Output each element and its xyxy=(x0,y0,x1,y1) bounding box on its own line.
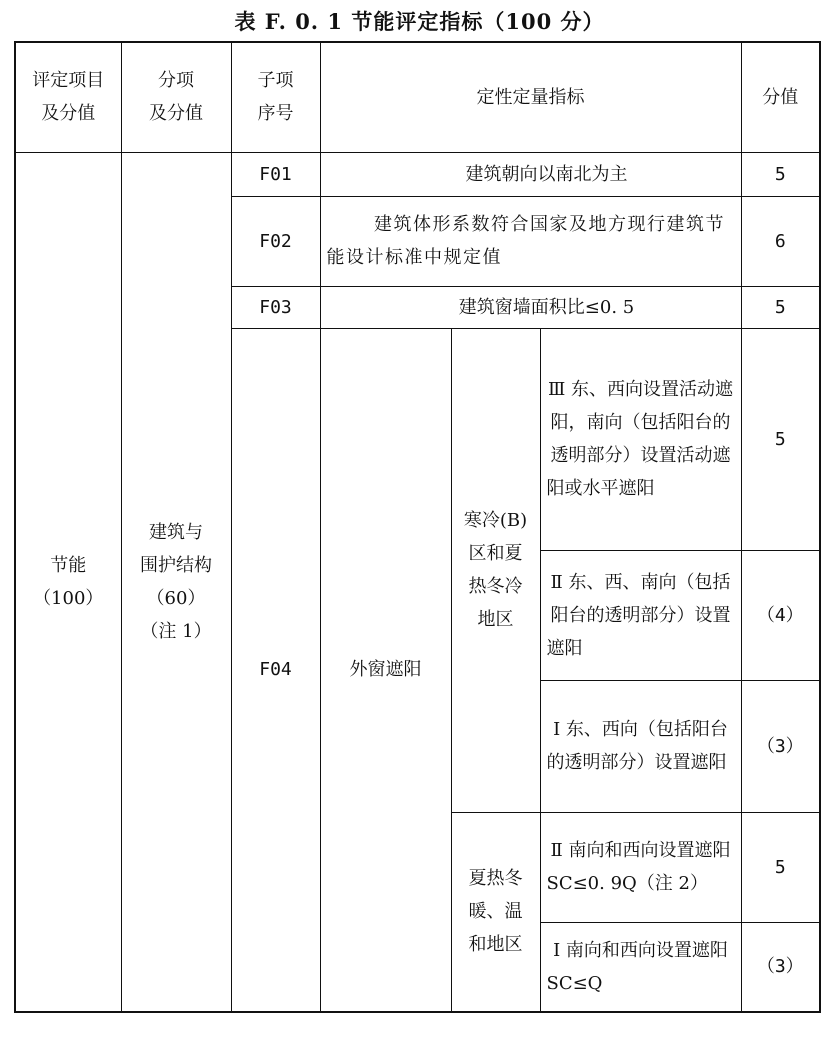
header-code: 子项 序号 xyxy=(231,42,320,152)
option-cell: Ⅲ 东、西向设置活动遮阳，南向（包括阳台的透明部分）设置活动遮阳或水平遮阳 xyxy=(540,328,741,550)
option-cell: Ⅰ 南向和西向设置遮阳 SC≤Q xyxy=(540,922,741,1012)
option-score: （4） xyxy=(741,550,820,680)
subcategory-cell: 建筑与 围护结构 （60） （注 1） xyxy=(121,152,231,1012)
row-indicator: 建筑朝向以南北为主 xyxy=(320,152,741,196)
option-score: 5 xyxy=(741,328,820,550)
row-code: F01 xyxy=(231,152,320,196)
row-code: F02 xyxy=(231,196,320,286)
row-code: F03 xyxy=(231,286,320,328)
region-cell: 夏热冬 暖、温 和地区 xyxy=(451,812,540,1012)
header-score: 分值 xyxy=(741,42,820,152)
option-cell: Ⅱ 东、西、南向（包括阳台的透明部分）设置遮阳 xyxy=(540,550,741,680)
option-score: （3） xyxy=(741,680,820,812)
region-cell: 寒冷(B) 区和夏 热冬冷 地区 xyxy=(451,328,540,812)
row-score: 5 xyxy=(741,286,820,328)
header-indicator: 定性定量指标 xyxy=(320,42,741,152)
row-score: 5 xyxy=(741,152,820,196)
category-cell: 节能 （100） xyxy=(15,152,121,1012)
option-score: （3） xyxy=(741,922,820,1012)
option-cell: Ⅰ 东、西向（包括阳台的透明部分）设置遮阳 xyxy=(540,680,741,812)
energy-rating-table xyxy=(14,41,821,1013)
row-indicator: 建筑体形系数符合国家及地方现行建筑节能设计标准中规定值 xyxy=(320,196,741,286)
header-subitem: 分项 及分值 xyxy=(121,42,231,152)
option-score: 5 xyxy=(741,812,820,922)
row-indicator: 外窗遮阳 xyxy=(320,328,451,1012)
row-indicator: 建筑窗墙面积比≤0. 5 xyxy=(320,286,741,328)
header-row xyxy=(15,42,820,152)
row-code: F04 xyxy=(231,328,320,1012)
option-cell: Ⅱ 南向和西向设置遮阳 SC≤0. 9Q（注 2） xyxy=(540,812,741,922)
header-item: 评定项目 及分值 xyxy=(15,42,121,152)
table-title: 表 F. 0. 1 节能评定指标（100 分） xyxy=(234,9,605,34)
table-row xyxy=(15,152,820,196)
row-score: 6 xyxy=(741,196,820,286)
